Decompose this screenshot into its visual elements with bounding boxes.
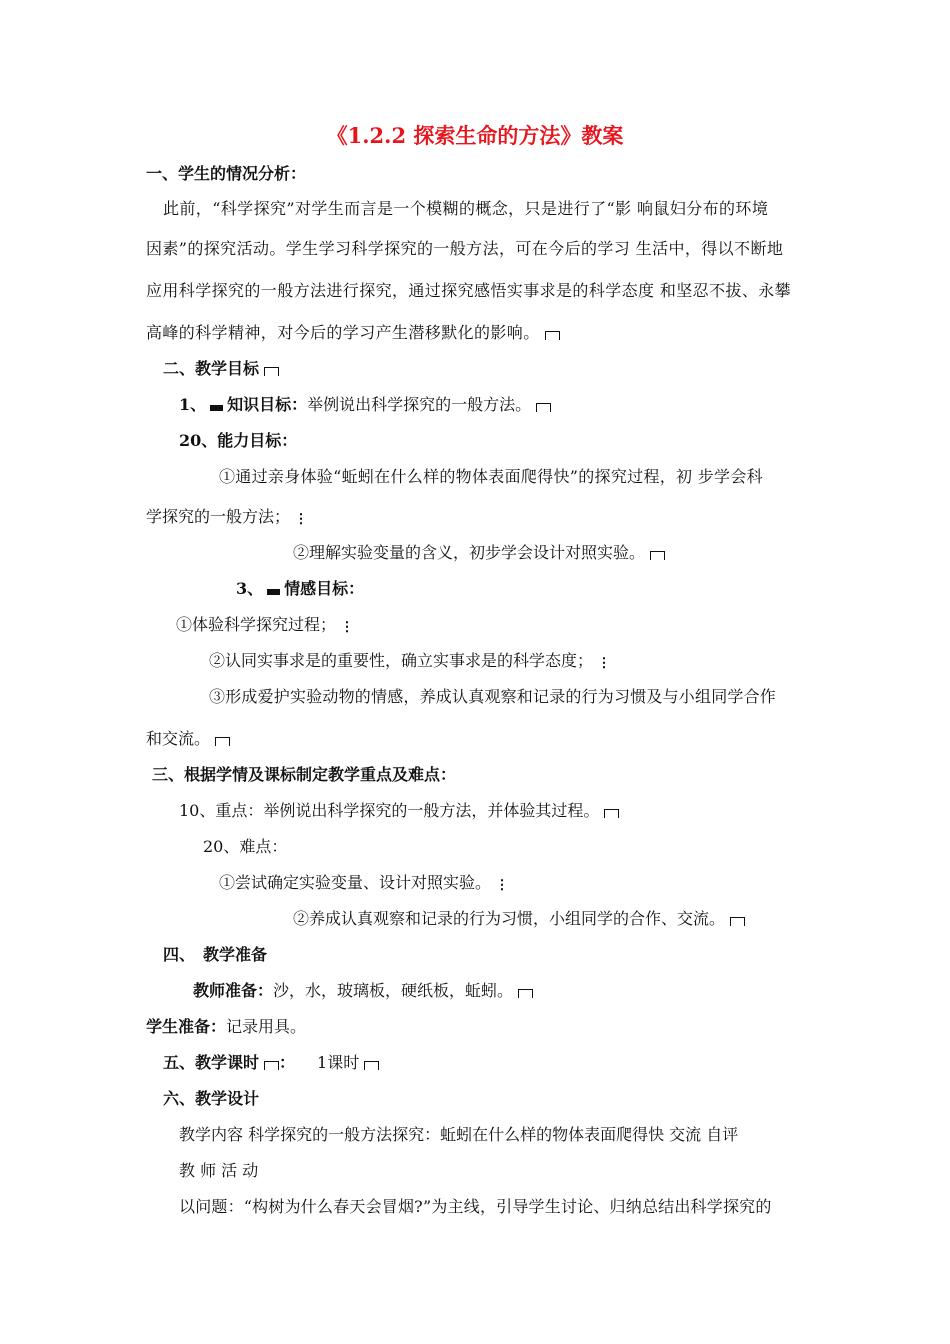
paragraph-mark-icon bbox=[730, 917, 745, 926]
knowledge-goal bbox=[179, 394, 551, 416]
paragraph-mark-icon bbox=[264, 367, 279, 376]
dotted-mark-icon bbox=[346, 620, 348, 633]
section-1-paragraph-line-4-text: 高峰的科学精神，对今后的学习产生潜移默化的影响。 bbox=[146, 323, 540, 342]
emotion-goal-item-2-text: ②认同实事求是的重要性，确立实事求是的科学态度； bbox=[209, 651, 594, 670]
section-5-heading-text: 五、教学课时 bbox=[163, 1053, 260, 1072]
emotion-goal-number: 3、 bbox=[236, 579, 264, 598]
emotion-goal-item-3-text: 和交流。 bbox=[146, 729, 211, 748]
dotted-mark-icon bbox=[501, 878, 503, 891]
ability-goal-item-1-line-2 bbox=[146, 506, 302, 528]
emotion-goal-label: 情感目标： bbox=[284, 579, 365, 598]
section-4-heading: 四、 教学准备 bbox=[163, 945, 268, 964]
section-5-colon: ： bbox=[279, 1053, 296, 1072]
knowledge-goal-text: 举例说出科学探究的一般方法。 bbox=[307, 395, 532, 414]
student-preparation bbox=[146, 1016, 306, 1038]
dotted-mark-icon bbox=[300, 512, 302, 525]
emotion-goal-item-2 bbox=[209, 650, 605, 672]
paragraph-mark-icon bbox=[650, 551, 665, 560]
section-5-heading bbox=[163, 1052, 379, 1074]
student-preparation-text: 记录用具。 bbox=[226, 1017, 307, 1036]
section-1-paragraph-line-2: 因素”的探究活动。学生学习科学探究的一般方法，可在今后的学习 生活中，得以不断地 bbox=[146, 239, 784, 258]
bookmark-mark-icon bbox=[267, 589, 280, 595]
difficulty-item-2-text: ②养成认真观察和记录的行为习惯，小组同学的合作、交流。 bbox=[293, 909, 726, 928]
paragraph-mark-icon bbox=[215, 737, 230, 746]
teacher-preparation-label: 教师准备： bbox=[193, 981, 274, 1000]
ability-goal-item-2 bbox=[293, 542, 665, 564]
section-3-heading: 三、根据学情及课标制定教学重点及难点： bbox=[152, 765, 457, 784]
design-row-3: 以问题：“构树为什么春天会冒烟?”为主线，引导学生讨论、归纳总结出科学探究的 bbox=[179, 1197, 772, 1216]
paragraph-mark-icon bbox=[518, 989, 533, 998]
knowledge-goal-label: 知识目标： bbox=[227, 395, 308, 414]
difficulty-label: 20、难点： bbox=[203, 837, 288, 856]
document-title: 《1.2.2 探索生命的方法》教案 bbox=[326, 123, 624, 148]
knowledge-goal-number: 1、 bbox=[179, 395, 207, 414]
section-2-heading bbox=[163, 358, 279, 380]
difficulty-item-1-text: ①尝试确定实验变量、设计对照实验。 bbox=[219, 873, 492, 892]
paragraph-mark-icon bbox=[264, 1061, 279, 1070]
emotion-goal-item-3-line-2 bbox=[146, 728, 230, 750]
section-1-paragraph-line-3: 应用科学探究的一般方法进行探究，通过探究感悟实事求是的科学态度 和坚忍不拔、永攀 bbox=[146, 281, 792, 300]
design-row-2: 教 师 活 动 bbox=[179, 1161, 259, 1180]
key-point-text: 10、重点：举例说出科学探究的一般方法，并体验其过程。 bbox=[179, 801, 600, 820]
lesson-hours-value: 1课时 bbox=[317, 1053, 360, 1072]
section-6-heading: 六、教学设计 bbox=[163, 1089, 260, 1108]
difficulty-item-1 bbox=[219, 872, 503, 894]
ability-goal-label: 20、能力目标： bbox=[179, 431, 298, 450]
section-2-heading-text: 二、教学目标 bbox=[163, 359, 260, 378]
paragraph-mark-icon bbox=[364, 1061, 379, 1070]
dotted-mark-icon bbox=[603, 656, 605, 669]
teacher-preparation bbox=[193, 980, 533, 1002]
paragraph-mark-icon bbox=[545, 331, 560, 340]
emotion-goal-heading bbox=[236, 578, 364, 600]
ability-goal-item-1-line-1: ①通过亲身体验“蚯蚓在什么样的物体表面爬得快”的探究过程，初 步学会科 bbox=[219, 467, 763, 486]
ability-goal-item-2-text: ②理解实验变量的含义，初步学会设计对照实验。 bbox=[293, 543, 646, 562]
ability-goal-item-1-text: 学探究的一般方法； bbox=[146, 507, 291, 526]
student-preparation-label: 学生准备： bbox=[146, 1017, 227, 1036]
section-1-paragraph-line-1: 此前，“科学探究”对学生而言是一个模糊的概念，只是进行了“影 响鼠妇分布的环境 bbox=[163, 199, 769, 218]
difficulty-item-2 bbox=[293, 908, 745, 930]
emotion-goal-item-1 bbox=[176, 614, 348, 636]
emotion-goal-item-1-text: ①体验科学探究过程； bbox=[176, 615, 337, 634]
bookmark-mark-icon bbox=[210, 405, 223, 411]
paragraph-mark-icon bbox=[604, 809, 619, 818]
key-point bbox=[179, 800, 619, 822]
teacher-preparation-text: 沙，水，玻璃板，硬纸板，蚯蚓。 bbox=[273, 981, 514, 1000]
paragraph-mark-icon bbox=[536, 403, 551, 412]
design-row-1: 教学内容 科学探究的一般方法探究：蚯蚓在什么样的物体表面爬得快 交流 自评 bbox=[179, 1125, 739, 1144]
emotion-goal-item-3-line-1: ③形成爱护实验动物的情感，养成认真观察和记录的行为习惯及与小组同学合作 bbox=[209, 687, 777, 706]
section-1-paragraph-line-4 bbox=[146, 322, 560, 344]
section-1-heading: 一、学生的情况分析： bbox=[146, 164, 307, 183]
